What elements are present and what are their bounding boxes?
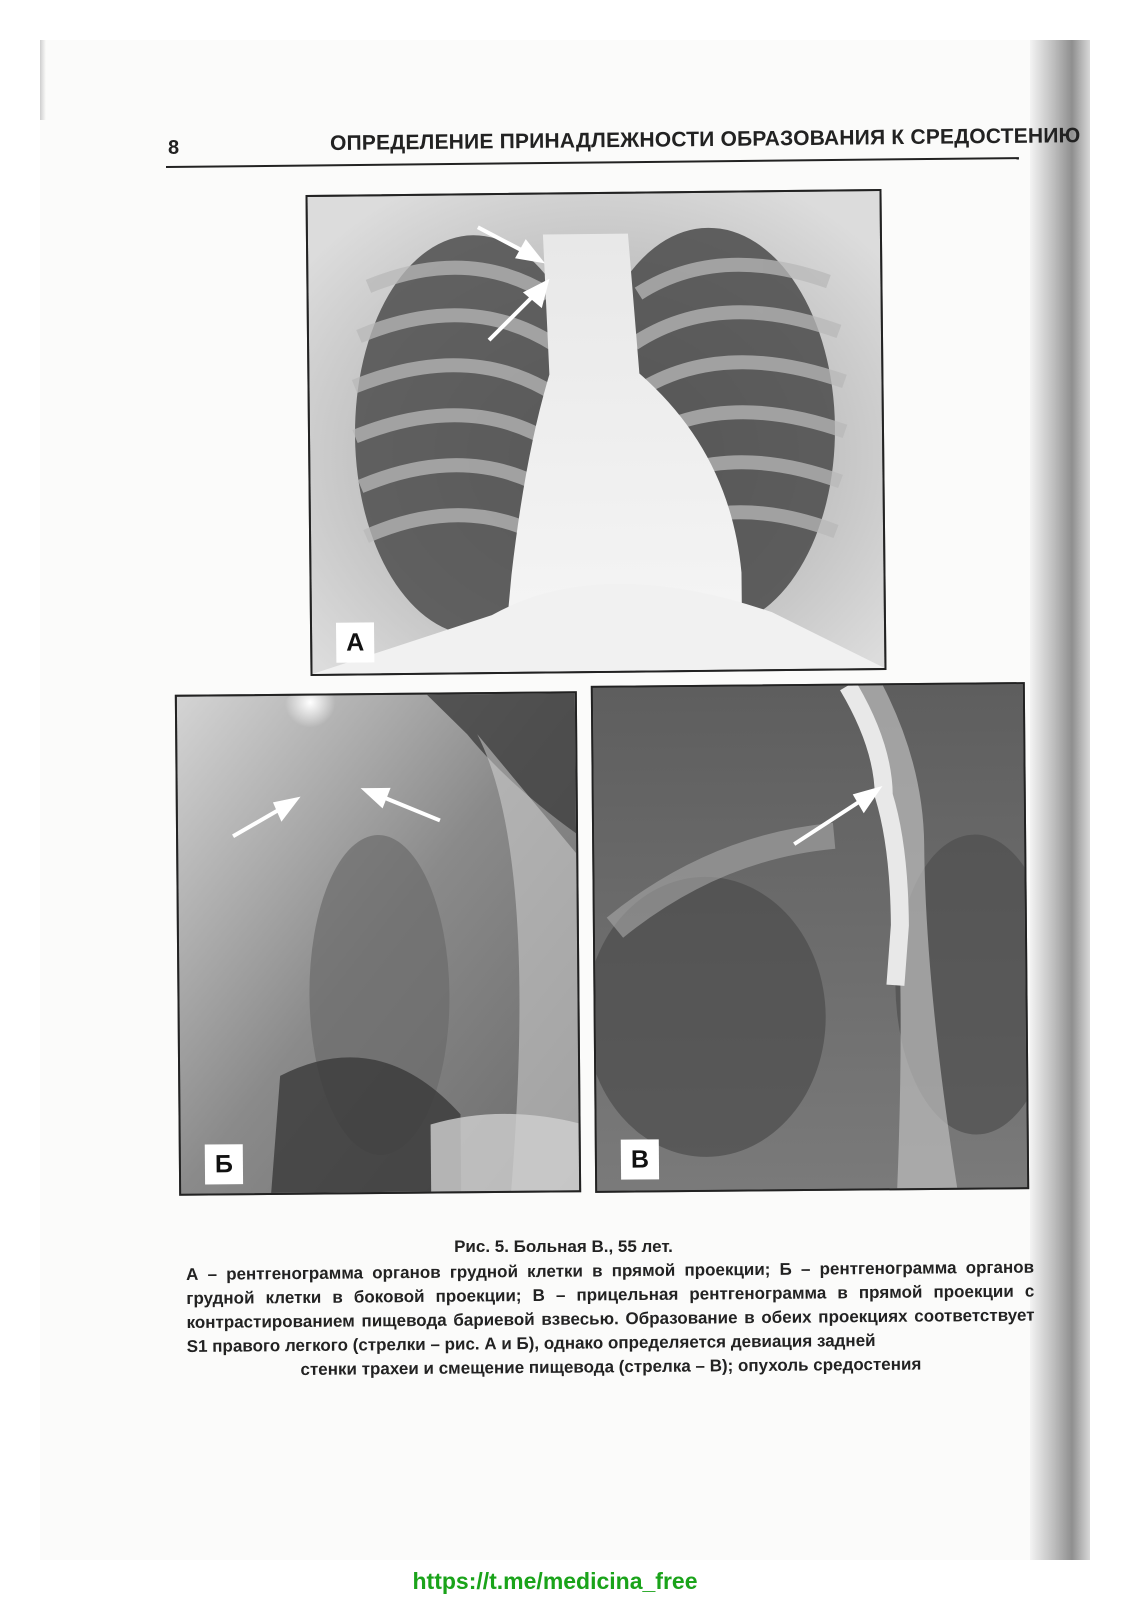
panel-label-c: В (621, 1139, 659, 1179)
page-number: 8 (168, 137, 180, 159)
scan-edge-mark (40, 40, 46, 120)
figure-caption-last-line: стенки трахеи и смещение пищевода (стрелка – В); опухоль средостения (300, 1354, 922, 1380)
xray-image-c (593, 684, 1027, 1191)
figure-caption-body (186, 1256, 1035, 1383)
panel-label-a: А (336, 622, 374, 662)
xray-panel-c (591, 682, 1029, 1193)
figure-caption-text: А – рентгенограмма органов грудной клетки в прямой проекции; Б – рентгенограмма органов грудной клетки в боковой проекции; В – прицельная рентгенограмма в прямой проекции с контрастированием пищевода бариевой взвесью. Образование в обеих проекциях соответствует S1 правого легкого (стрелки – рис. А и Б), однако определяется девиация задней (186, 1257, 1035, 1356)
telegram-link[interactable]: https://t.me/medicina_free (412, 1568, 698, 1594)
figure-caption-title: Рис. 5. Больная В., 55 лет. (454, 1237, 673, 1256)
running-title: ОПРЕДЕЛЕНИЕ ПРИНАДЛЕЖНОСТИ ОБРАЗОВАНИЯ К СРЕДОСТЕНИЮ (329, 124, 1081, 155)
xray-panel-a (305, 189, 886, 676)
xray-image-b (177, 693, 579, 1193)
panel-label-b: Б (205, 1144, 243, 1184)
xray-panel-b (175, 691, 581, 1195)
xray-image-a (308, 191, 885, 674)
book-spine-shadow (1030, 40, 1090, 1560)
